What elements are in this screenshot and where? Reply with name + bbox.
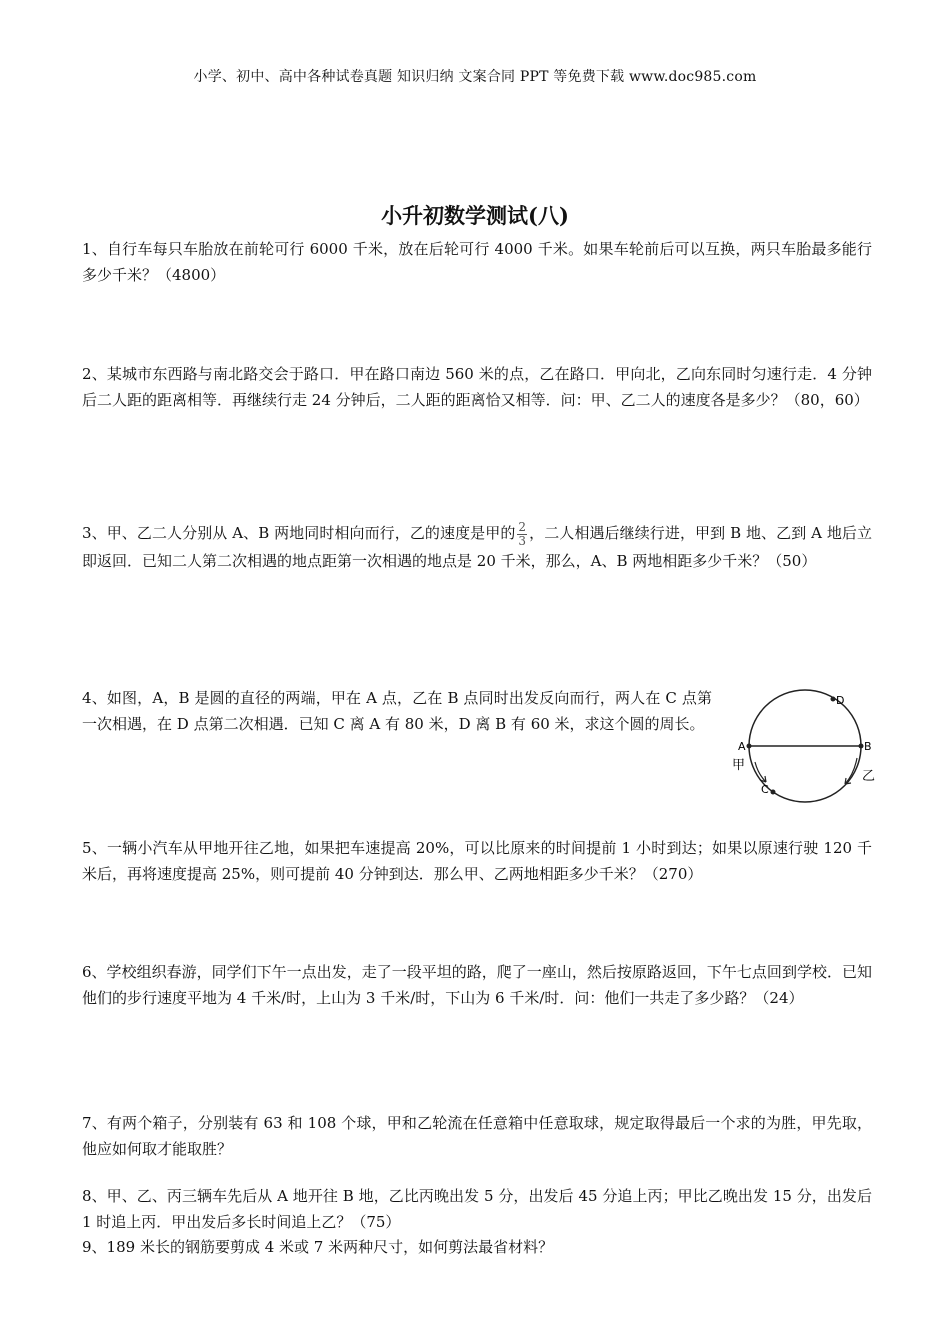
label-jia: 甲 (732, 758, 746, 773)
point-a (747, 744, 752, 749)
question-8: 8、甲、乙、丙三辆车先后从 A 地开往 B 地，乙比丙晚出发 5 分，出发后 45 分追上丙；甲比乙晚出发 15 分，出发后 1 时追上丙．甲出发后多长时间追上乙？（75） (82, 1187, 872, 1231)
question-6: 6、学校组织春游，同学们下午一点出发，走了一段平坦的路，爬了一座山，然后按原路返回，下午七点回到学校．已知他们的步行速度平地为 4 千米/时，上山为 3 千米/时，下山为 6 千米/时．问：他们一共走了多少路？（24） (82, 963, 872, 1007)
fraction-numerator: 2 (518, 519, 527, 534)
question-3 (82, 520, 872, 574)
page-title: 小升初数学测试(八) (381, 203, 569, 228)
label-b: B (864, 740, 872, 753)
page-header: 小学、初中、高中各种试卷真题 知识归纳 文案合同 PPT 等免费下载 www.doc985.com (193, 69, 757, 85)
fraction-denominator: 3 (518, 533, 527, 548)
point-c (771, 790, 776, 795)
circle-diagram (730, 686, 880, 806)
point-d (831, 697, 836, 702)
question-3-text-before: 3、甲、乙二人分别从 A、B 两地同时相向而行，乙的速度是甲的 (82, 524, 516, 542)
question-2: 2、某城市东西路与南北路交会于路口．甲在路口南边 560 米的点，乙在路口．甲向北，乙向东同时匀速行走．4 分钟后二人距的距离相等．再继续行走 24 分钟后，二人距的距离恰又相等．问：甲、乙二人的速度各是多少？（80，60） (82, 365, 872, 409)
question-7: 7、有两个箱子，分别装有 63 和 108 个球，甲和乙轮流在任意箱中任意取球，规定取得最后一个求的为胜，甲先取，他应如何取才能取胜？ (82, 1114, 872, 1158)
question-5: 5、一辆小汽车从甲地开往乙地，如果把车速提高 20%，可以比原来的时间提前 1 小时到达；如果以原速行驶 120 千米后，再将速度提高 25%，则可提前 40 分钟到达．那么甲、乙两地相距多少千米？（270） (82, 839, 872, 883)
label-a: A (738, 740, 746, 753)
fraction-two-thirds (517, 521, 527, 548)
question-4: 4、如图，A，B 是圆的直径的两端，甲在 A 点，乙在 B 点同时出发反向而行，两人在 C 点第一次相遇，在 D 点第二次相遇．已知 C 离 A 有 80 米，D 离 B 有 60 米，求这个圆的周长。 (82, 689, 712, 733)
question-3-text-after: ，二人相遇后继续行进，甲到 B 地、乙到 A 地后立即返回．已知二人第二次相遇的地点距第一次相遇的地点是 20 千米，那么，A、B 两地相距多少千米？（50） (82, 524, 872, 570)
label-yi: 乙 (862, 769, 876, 784)
question-9: 9、189 米长的钢筋要剪成 4 米或 7 米两种尺寸，如何剪法最省材料？ (82, 1238, 554, 1256)
point-b (859, 744, 864, 749)
label-d: D (836, 694, 845, 707)
question-1: 1、自行车每只车胎放在前轮可行 6000 千米，放在后轮可行 4000 千米。如果车轮前后可以互换，两只车胎最多能行多少千米？（4800） (82, 240, 872, 284)
label-c: C (761, 783, 769, 796)
